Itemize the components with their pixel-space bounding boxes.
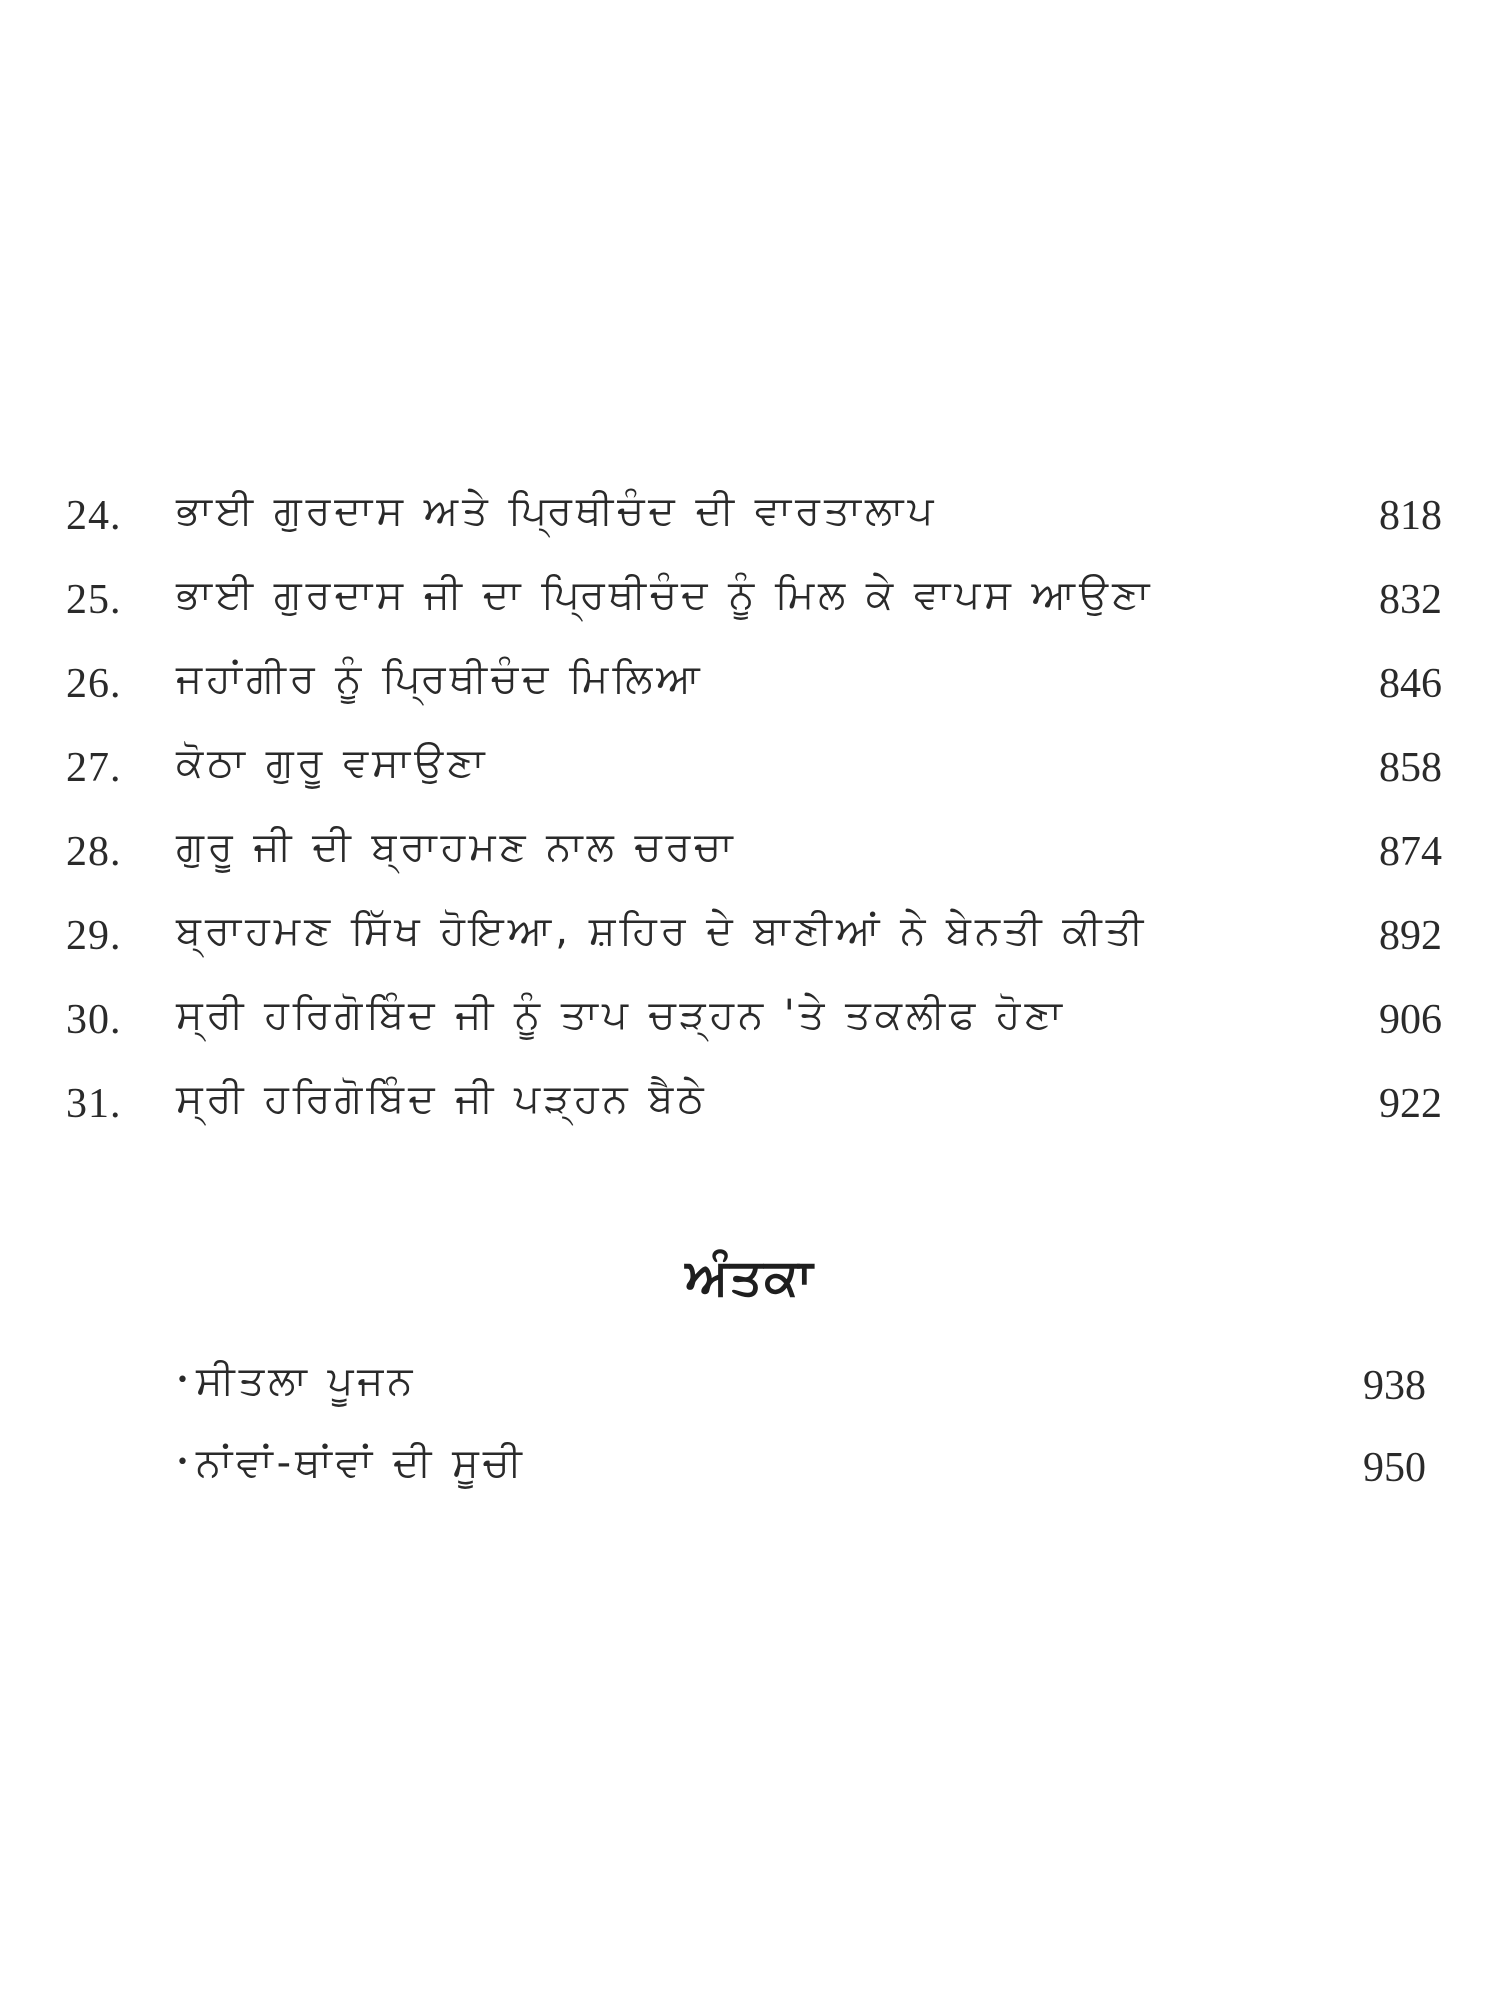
appendix-entry-title: ਨਾਂਵਾਂ-ਥਾਂਵਾਂ ਦੀ ਸੂਚੀ (196, 1440, 526, 1486)
toc-entry (0, 824, 1500, 908)
toc-entry-number: 28. (66, 829, 122, 875)
bullet-icon: • (176, 1450, 189, 1475)
toc-entry (0, 572, 1500, 656)
toc-entry-number: 31. (66, 1081, 122, 1127)
appendix-entry (0, 1358, 1500, 1428)
toc-entry-title: ਭਾਈ ਗੁਰਦਾਸ ਜੀ ਦਾ ਪ੍ਰਿਥੀਚੰਦ ਨੂੰ ਮਿਲ ਕੇ ਵਾਪਸ ਆਉਣਾ (176, 572, 1154, 618)
table-of-contents (0, 488, 1500, 1160)
toc-entry (0, 1076, 1500, 1160)
toc-entry-page: 818 (1379, 493, 1442, 539)
appendix-entry (0, 1440, 1500, 1510)
toc-entry-title: ਜਹਾਂਗੀਰ ਨੂੰ ਪ੍ਰਿਥੀਚੰਦ ਮਿਲਿਆ (176, 656, 704, 702)
appendix-entry-page: 938 (1363, 1363, 1426, 1409)
toc-entry-title: ਗੁਰੂ ਜੀ ਦੀ ਬ੍ਰਾਹਮਣ ਨਾਲ ਚਰਚਾ (176, 824, 737, 870)
toc-entry (0, 656, 1500, 740)
bullet-icon: • (176, 1368, 189, 1393)
toc-entry (0, 908, 1500, 992)
toc-entry-page: 858 (1379, 745, 1442, 791)
toc-entry-title: ਸ੍ਰੀ ਹਰਿਗੋਬਿੰਦ ਜੀ ਨੂੰ ਤਾਪ ਚੜ੍ਹਨ 'ਤੇ ਤਕਲੀਫ ਹੋਣਾ (176, 992, 1066, 1038)
toc-entry (0, 992, 1500, 1076)
toc-entry-page: 874 (1379, 829, 1442, 875)
toc-entry-page: 832 (1379, 577, 1442, 623)
toc-entry-number: 30. (66, 997, 122, 1043)
appendix-entry-title: ਸੀਤਲਾ ਪੂਜਨ (196, 1358, 417, 1404)
toc-entry-number: 27. (66, 745, 122, 791)
toc-entry-title: ਕੋਠਾ ਗੁਰੂ ਵਸਾਉਣਾ (176, 740, 489, 786)
toc-entry-number: 24. (66, 493, 122, 539)
toc-entry-number: 26. (66, 661, 122, 707)
toc-entry-title: ਸ੍ਰੀ ਹਰਿਗੋਬਿੰਦ ਜੀ ਪੜ੍ਹਨ ਬੈਠੇ (176, 1076, 708, 1122)
toc-entry-page: 922 (1379, 1081, 1442, 1127)
toc-entry-number: 29. (66, 913, 122, 959)
toc-entry-page: 846 (1379, 661, 1442, 707)
toc-entry (0, 488, 1500, 572)
toc-entry-number: 25. (66, 577, 122, 623)
toc-entry-page: 906 (1379, 997, 1442, 1043)
appendix-entry-page: 950 (1363, 1445, 1426, 1491)
toc-entry-title: ਬ੍ਰਾਹਮਣ ਸਿੱਖ ਹੋਇਆ, ਸ਼ਹਿਰ ਦੇ ਬਾਣੀਆਂ ਨੇ ਬੇਨਤੀ ਕੀਤੀ (176, 908, 1148, 954)
toc-entry-title: ਭਾਈ ਗੁਰਦਾਸ ਅਤੇ ਪ੍ਰਿਥੀਚੰਦ ਦੀ ਵਾਰਤਾਲਾਪ (176, 488, 938, 534)
appendix-heading: ਅੰਤਕਾ (685, 1248, 815, 1306)
toc-entry-page: 892 (1379, 913, 1442, 959)
toc-entry (0, 740, 1500, 824)
